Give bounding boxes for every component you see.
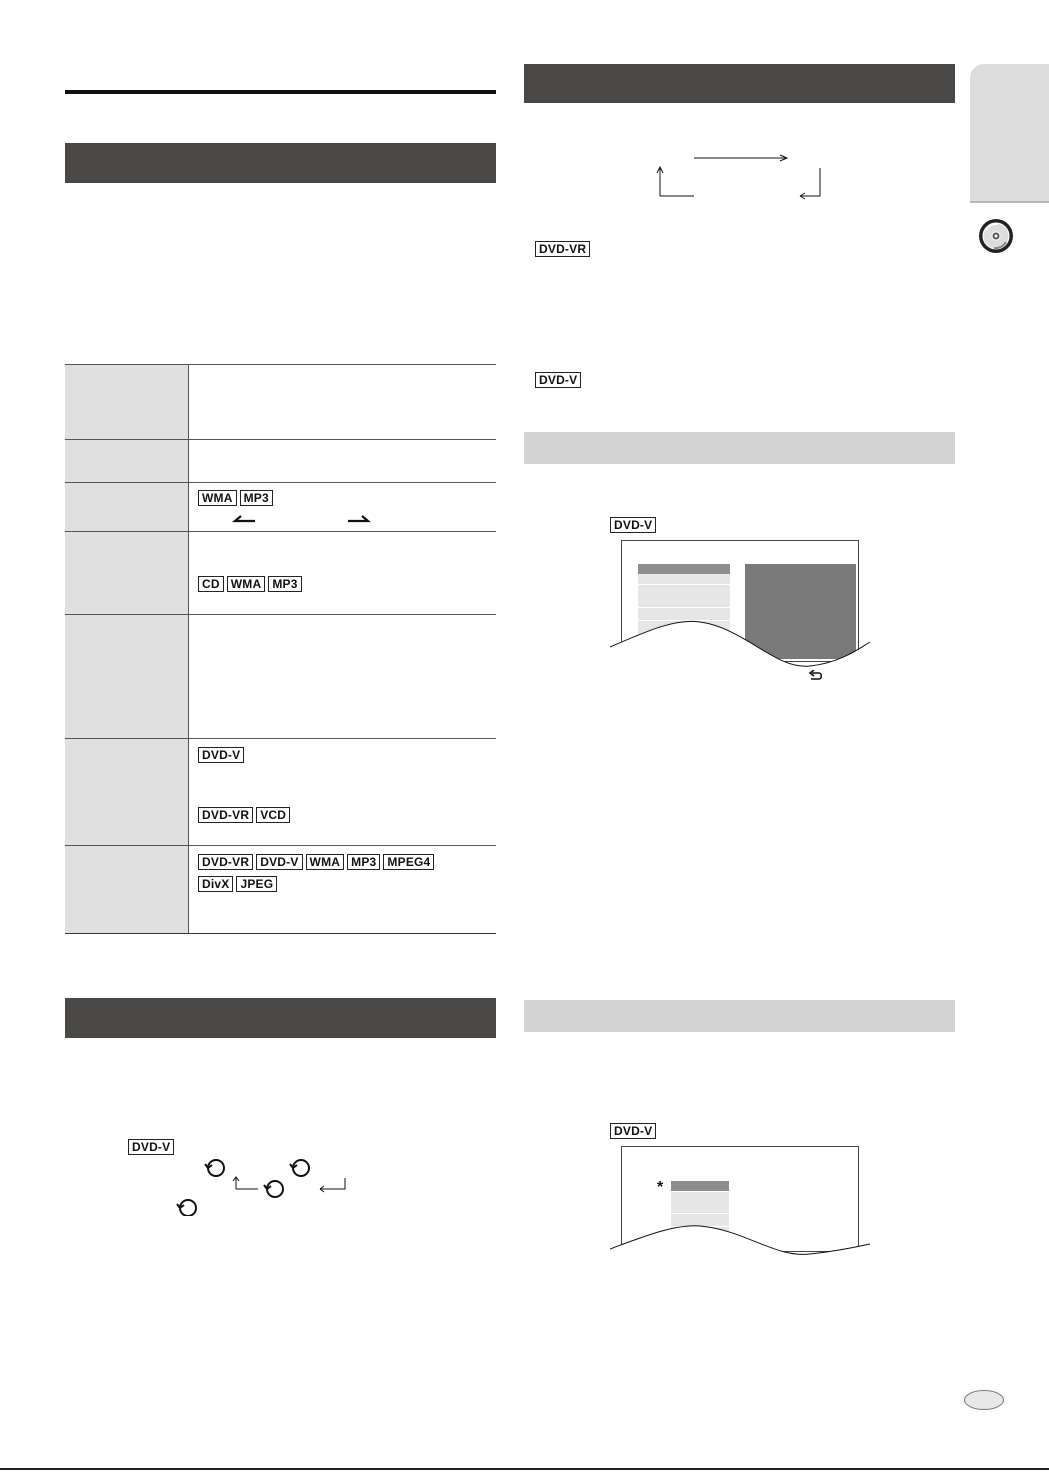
title-rule: [65, 90, 496, 94]
torn-edge: [605, 612, 875, 672]
table-label-cell: [65, 532, 189, 615]
table-row: [65, 846, 496, 934]
table-row: [65, 365, 496, 440]
subsection-header-bar: [524, 1000, 955, 1032]
menu-row: [671, 1192, 729, 1214]
dvd-v-badge: DVD-V: [535, 372, 581, 388]
subsection-header-bar: [524, 432, 955, 464]
table-value-cell: [189, 483, 497, 532]
repeat-cycle-diagram: [170, 1156, 360, 1216]
right-arrow-icon: [346, 514, 372, 524]
bottom-rule: [0, 1468, 1049, 1470]
dvd-vr-badge: DVD-VR: [198, 854, 253, 870]
vcd-badge: VCD: [256, 807, 290, 823]
mpeg4-badge: MPEG4: [383, 854, 434, 870]
table-label-cell: [65, 739, 189, 846]
table-row: [65, 615, 496, 739]
mp3-badge: MP3: [268, 576, 301, 592]
repeat-icon: [264, 1181, 283, 1197]
dvd-vr-badge: DVD-VR: [198, 807, 253, 823]
table-value-cell: [189, 846, 497, 934]
menu-row: [638, 574, 730, 585]
repeat-icon: [205, 1160, 224, 1176]
table-row: [65, 532, 496, 615]
mp3-badge: MP3: [347, 854, 380, 870]
left-arrow-icon: [231, 514, 257, 524]
table-value-cell: [189, 532, 497, 615]
section-header-bar: [524, 64, 955, 103]
table-label-cell: [65, 365, 189, 440]
menu-highlight-row: [638, 564, 730, 574]
cycle-arrow-diagram: [650, 150, 830, 200]
dvd-v-badge: DVD-V: [128, 1139, 174, 1155]
table-value-cell: [189, 440, 497, 483]
table-row: [65, 440, 496, 483]
divx-badge: DivX: [198, 876, 233, 892]
disc-icon: [978, 218, 1014, 254]
jpeg-badge: JPEG: [236, 876, 277, 892]
table-label-cell: [65, 440, 189, 483]
menu-highlight-row: [671, 1181, 729, 1191]
cd-badge: CD: [198, 576, 224, 592]
table-label-cell: [65, 483, 189, 532]
wma-badge: WMA: [306, 854, 345, 870]
page-number-oval: [964, 1390, 1004, 1410]
dvd-v-badge: DVD-V: [256, 854, 302, 870]
table-value-cell: [189, 365, 497, 440]
section-header-bar: [65, 143, 496, 183]
section-header-bar: [65, 998, 496, 1038]
wma-badge: WMA: [227, 576, 266, 592]
mp3-badge: MP3: [240, 490, 273, 506]
repeat-icon: [177, 1200, 196, 1216]
side-index-tab: [970, 64, 1049, 201]
wma-badge: WMA: [198, 490, 237, 506]
menu-row: [638, 585, 730, 608]
torn-edge: [605, 1218, 875, 1258]
table-row: [65, 739, 496, 846]
table-label-cell: [65, 846, 189, 934]
asterisk-marker: *: [657, 1179, 664, 1196]
repeat-icon: [290, 1160, 309, 1176]
return-arrow-icon: [808, 670, 824, 682]
feature-table: [65, 364, 496, 934]
dvd-v-badge: DVD-V: [198, 747, 244, 763]
table-label-cell: [65, 615, 189, 739]
dvd-vr-badge: DVD-VR: [535, 241, 590, 257]
table-value-cell: [189, 739, 497, 846]
table-value-cell: [189, 615, 497, 739]
side-tab-shadow: [970, 201, 1049, 203]
table-row: [65, 483, 496, 532]
dvd-v-badge: DVD-V: [610, 517, 656, 533]
dvd-v-badge: DVD-V: [610, 1123, 656, 1139]
